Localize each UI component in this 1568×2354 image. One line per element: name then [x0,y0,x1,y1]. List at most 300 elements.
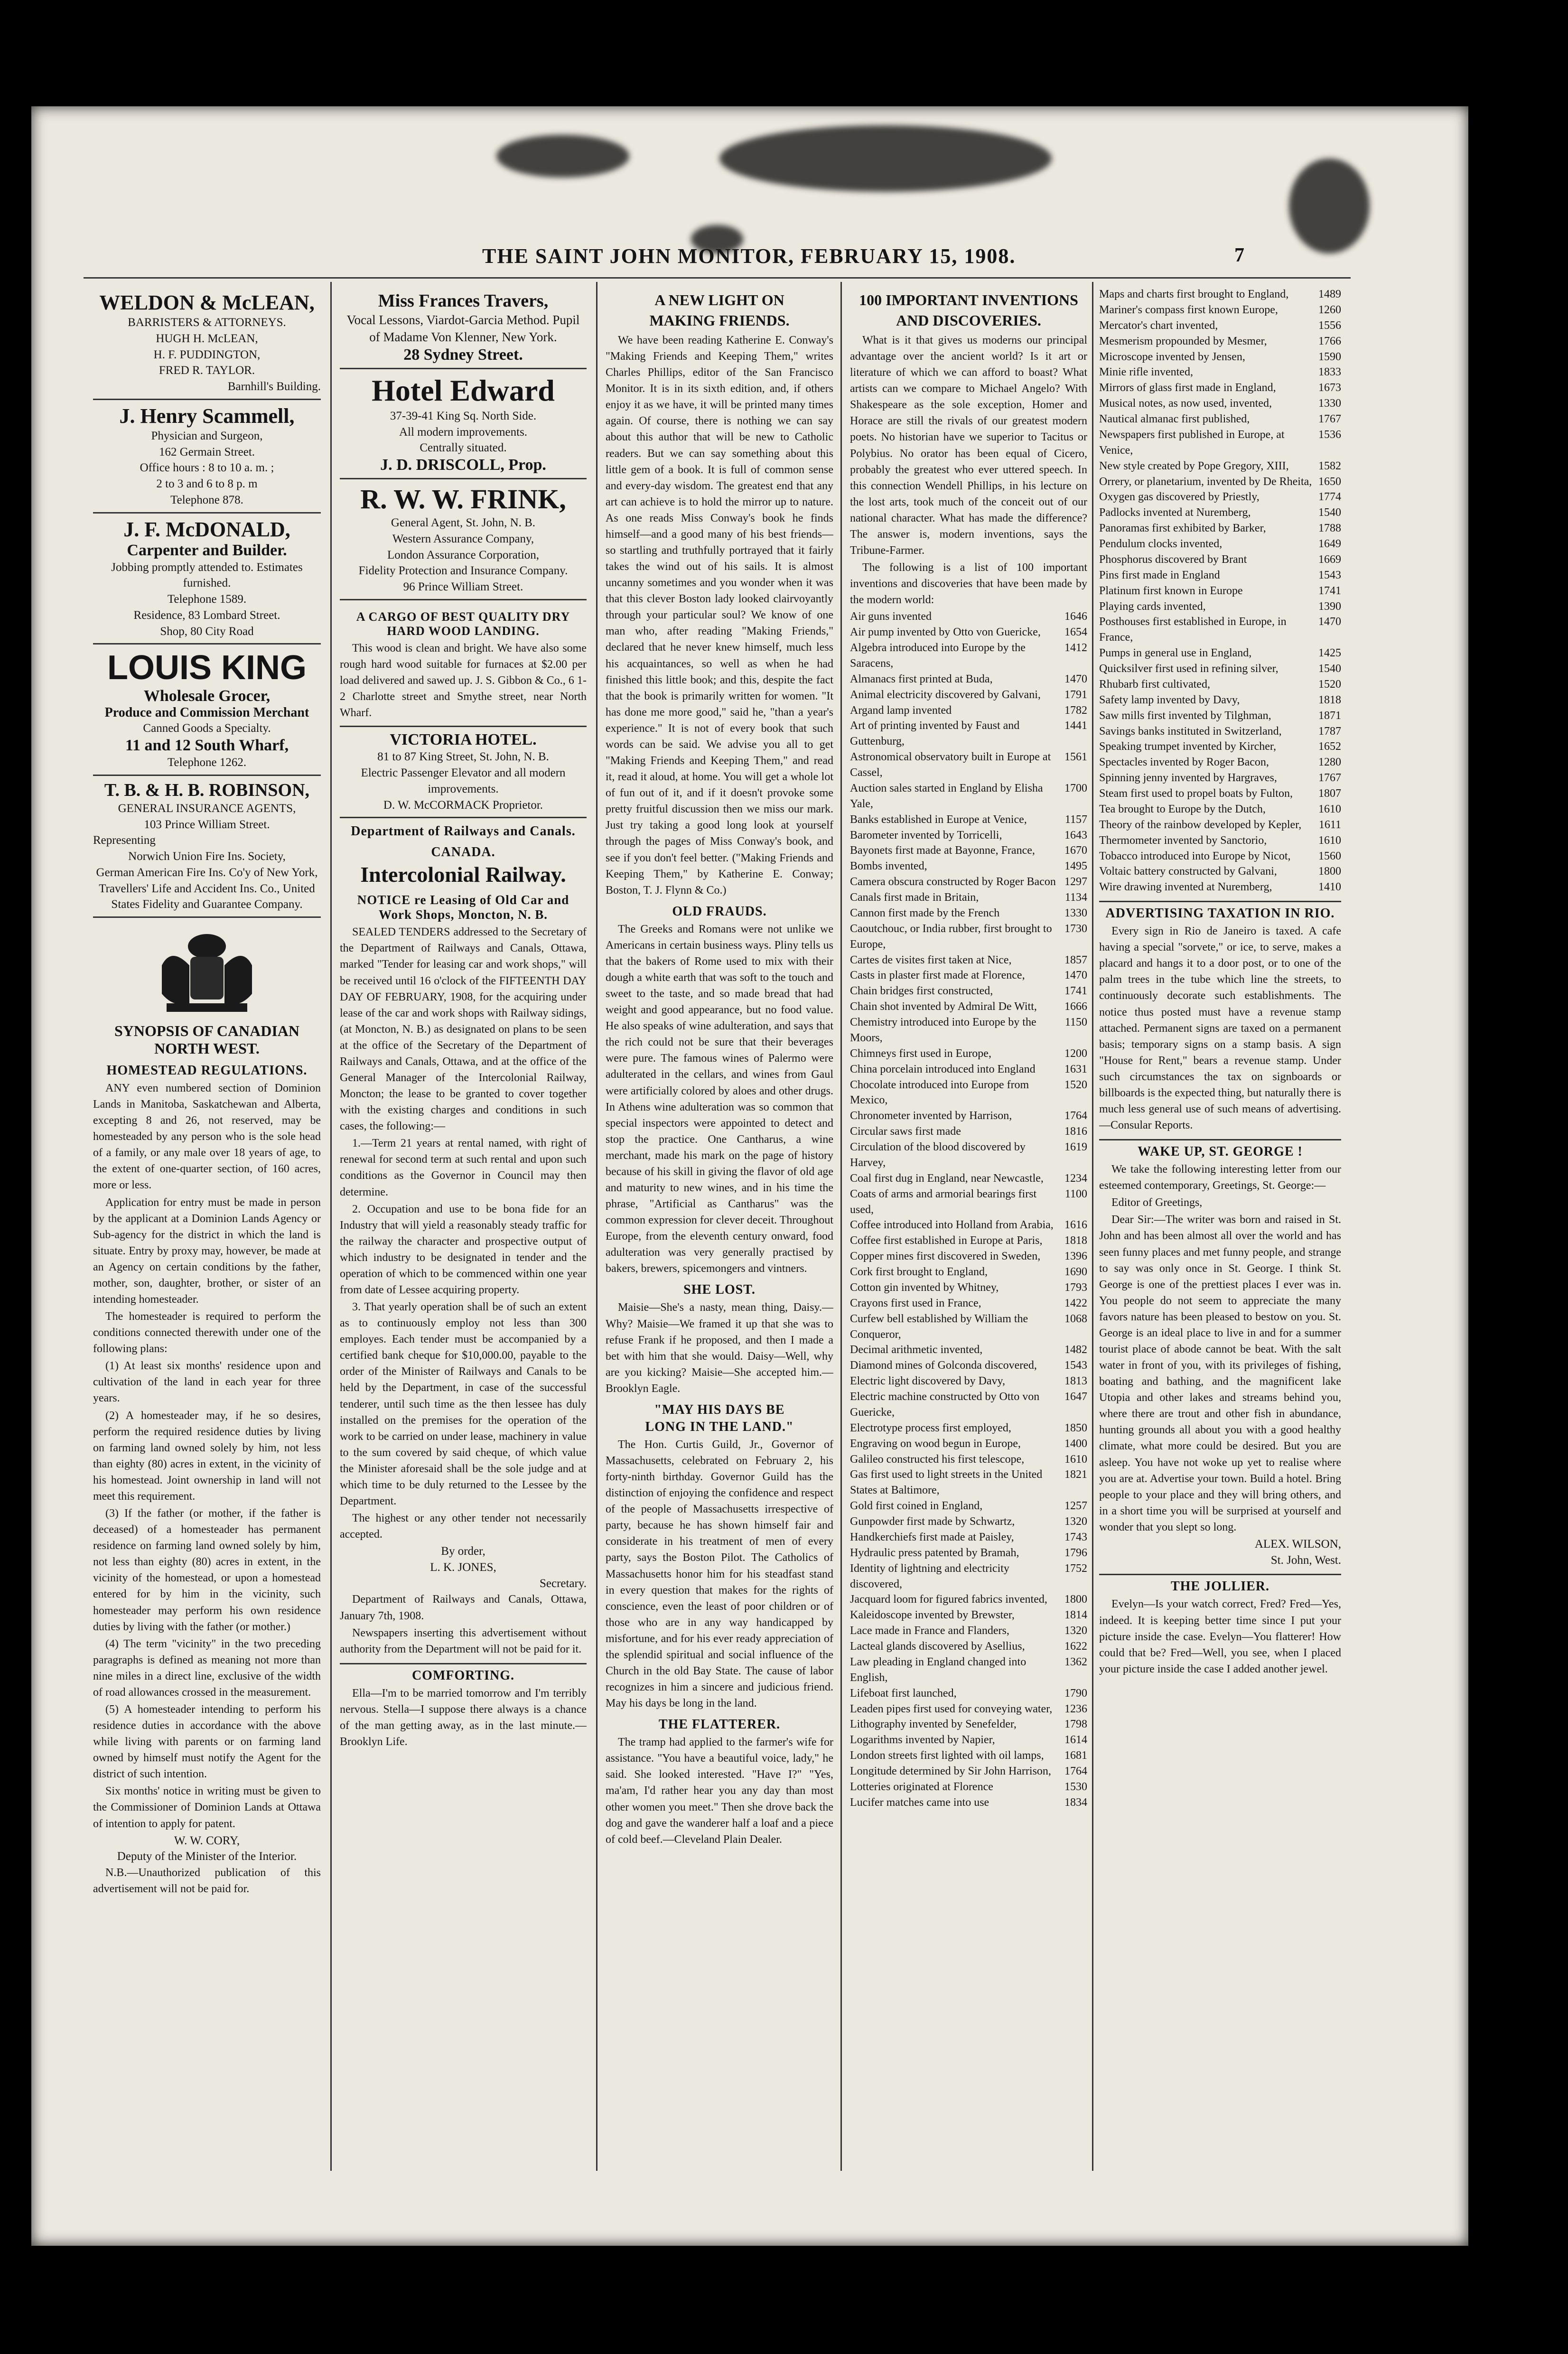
signature: W. W. CORY, [174,1834,240,1847]
ad-title: R. W. W. FRINK, [360,484,566,515]
invention-year: 1647 [1064,1391,1087,1403]
invention-year: 1654 [1064,626,1087,639]
invention-year: 1297 [1064,876,1087,888]
ad-line: FRED R. TAYLOR. [159,364,255,377]
ad-weldon-mclean [93,287,321,400]
invention-item [1099,380,1341,396]
comforting-title: COMFORTING. [340,1663,587,1683]
invention-name: Chimneys first used in Europe, [850,1047,991,1060]
invention-year: 1774 [1318,491,1341,504]
invention-year: 1100 [1064,1187,1087,1200]
coat-of-arms-icon [152,927,261,1018]
synopsis-title: SYNOPSIS OF CANADIAN NORTH WEST. [114,1022,299,1057]
invention-name: Musical notes, as now used, invented, [1099,397,1272,410]
ad-line: Travellers' Life and Accident Ins. Co., United States Fidelity and Guarantee Company. [99,882,315,911]
invention-name: Oxygen gas discovered by Priestly, [1099,491,1260,504]
invention-year: 1700 [1064,782,1087,794]
invention-year: 1530 [1064,1780,1087,1793]
invention-item [1099,349,1341,365]
invention-year: 1673 [1318,382,1341,394]
synopsis-paragraph: (5) A homesteader intending to perform his residence duties in accordance with the above while living with parents or on farming land owned by himself must notify the Agent for the district of such intention. [93,1703,321,1781]
invention-item [850,1795,1087,1811]
invention-year: 1670 [1064,844,1087,857]
invention-item [850,1108,1087,1124]
invention-year: 1320 [1064,1515,1087,1528]
invention-year: 1616 [1064,1219,1087,1232]
invention-item [1099,411,1341,427]
invention-item [850,781,1087,812]
railway-country: CANADA. [431,845,495,860]
column-rule [596,282,597,2171]
days-title: "MAY HIS DAYS BE [654,1402,785,1417]
invention-name: Maps and charts first brought to England, [1099,288,1289,300]
invention-name: Barometer invented by Torricelli, [850,829,1002,841]
invention-item [850,1701,1087,1717]
ad-text: This wood is clean and bright. We have also some rough hard wood suitable for furnaces at $2.00 per load delivered and sawed up. J. S. Gibbon & Co., 6 1-2 Charlotte street and Smythe street, near North Wharf. [340,642,587,719]
invention-name: Electric machine constructed by Otto von Guericke, [850,1391,1040,1419]
invention-name: Coal first dug in England, near Newcastle, [850,1172,1044,1185]
invention-year: 1650 [1318,475,1341,488]
invention-name: Mariner's compass first known Europe, [1099,303,1278,316]
masthead-title: THE SAINT JOHN MONITOR, FEBRUARY 15, 1908. [482,244,1016,268]
invention-item [850,1514,1087,1530]
invention-item [1099,364,1341,380]
invention-year: 1520 [1064,1078,1087,1091]
ad-title: Hotel Edward [372,373,555,407]
ad-line: HUGH H. McLEAN, [156,332,258,345]
invention-name: Minie rifle invented, [1099,366,1193,379]
invention-item [850,625,1087,640]
invention-year: 1470 [1318,616,1341,628]
invention-name: Panoramas first exhibited by Barker, [1099,522,1266,535]
invention-name: Safety lamp invented by Davy, [1099,693,1240,706]
invention-year: 1257 [1064,1500,1087,1513]
column-4 [850,287,1087,2189]
invention-name: Steam first used to propel boats by Fulton, [1099,787,1293,800]
invention-name: Engraving on wood begun in Europe, [850,1437,1021,1450]
invention-item [1099,396,1341,411]
ad-line: Representing [93,834,156,847]
invention-name: China porcelain introduced into England [850,1063,1036,1075]
invention-name: Spinning jenny invented by Hargraves, [1099,772,1277,785]
lost-text: Maisie—She's a nasty, mean thing, Daisy.—Why? Maisie—We framed it up that she was to refuse Frank if he proposed, and then I made a bet with him that she would. Daisy—Well, why are you kicking? Maisie—She accepted him.—Brooklyn Eagle. [606,1301,833,1395]
invention-year: 1150 [1064,1016,1087,1029]
invention-name: Pumps in general use in England, [1099,647,1252,660]
inventions-intro: What is it that gives us moderns our principal advantage over the ancient world? Is it art or literature of which we can afford to boast? What artists can we compare to Michael Angelo? With Shakespeare as the sole exception, Homer and Horace are still the rivals of our greatest modern poets. No historian have we superior to Tacitus or Polybius. No orator has been equal of Cicero, probably the greatest who ever uttered speech. In this connection Wendell Phillips, in his lecture on the lost arts, took much of the conceit out of our national character. What has made the difference? The answer is, modern inventions, says the Tribune-Farmer. [850,334,1087,557]
invention-name: Bombs invented, [850,860,927,873]
invention-item [1099,755,1341,770]
comforting-text: Ella—I'm to be married tomorrow and I'm terribly nervous. Stella—I suppose there always is a chance of the man getting away, as in the last minute.—Brooklyn Life. [340,1687,587,1748]
invention-item [850,906,1087,921]
invention-name: Coffee introduced into Holland from Arabia, [850,1219,1054,1232]
invention-year: 1330 [1318,397,1341,410]
invention-year: 1743 [1064,1531,1087,1543]
column-rule [1092,282,1093,2171]
ad-hotel-edward [340,369,587,479]
signature: Deputy of the Minister of the Interior. [117,1850,297,1863]
column-rule [330,282,332,2171]
invention-year: 1652 [1318,740,1341,753]
header-rule [84,277,1351,279]
ad-line: German American Fire Ins. Co'y of New York, [96,866,318,879]
page-number: 7 [1234,244,1244,266]
invention-year: 1649 [1318,538,1341,550]
signature: ALEX. WILSON, [1254,1537,1341,1551]
ad-travers [340,287,587,369]
invention-item [850,1358,1087,1373]
invention-year: 1611 [1318,818,1341,831]
ink-stain [1289,159,1370,253]
invention-name: Pendulum clocks invented, [1099,538,1223,550]
invention-name: Copper mines first discovered in Sweden, [850,1250,1041,1263]
ad-line: All modern improvements. [399,425,528,439]
signature: Secretary. [539,1577,587,1590]
invention-name: Lithography invented by Senefelder, [850,1718,1017,1731]
ad-line: Shop, 80 City Road [160,625,254,638]
invention-item [1099,833,1341,849]
invention-name: Tea brought to Europe by the Dutch, [1099,803,1266,815]
invention-name: Kaleidoscope invented by Brewster, [850,1609,1015,1622]
invention-name: Quicksilver first used in refining silver, [1099,663,1279,675]
invention-item [850,1264,1087,1280]
ad-cargo [340,600,587,727]
invention-name: Camera obscura constructed by Roger Bacon [850,876,1056,888]
invention-year: 1134 [1064,891,1087,904]
invention-item [850,672,1087,687]
invention-year: 1767 [1318,772,1341,785]
synopsis-paragraph: Six months' notice in writing must be given to the Commissioner of Dominion Lands at Ottawa of intention to apply for patent. [93,1785,321,1830]
invention-year: 1622 [1064,1640,1087,1653]
invention-item [850,687,1087,703]
invention-name: Spectacles invented by Roger Bacon, [1099,756,1269,769]
invention-year: 1470 [1064,673,1087,685]
invention-name: Pins first made in England [1099,569,1220,581]
ad-line: Telephone 1589. [167,593,247,606]
invention-item [850,1779,1087,1795]
invention-name: Platinum first known in Europe [1099,584,1243,597]
ad-line: 81 to 87 King Street, St. John, N. B. [377,750,549,764]
ad-line: GENERAL INSURANCE AGENTS, [118,802,296,815]
invention-item [850,703,1087,719]
invention-name: Handkerchiefs first made at Paisley, [850,1531,1014,1543]
invention-year: 1536 [1318,428,1341,441]
invention-item [850,1217,1087,1233]
taxation-text: Every sign in Rio de Janeiro is taxed. A cafe having a special "sorvete," or ice, to serve, makes a placard and hangs it to a door post, or to one of the palm trees in the tube which line the streets, to continuously decorate such establishments. The notice thus posted must have a revenue stamp attached. Permanent signs are taxed on a permanent basis; temporary signs on a stamp basis. A sign "House for Rent," bears a revenue stamp. Under such circumstances the tax on signboards or billboards is the expected thing, but naturally there is much less general use of such means of advertising.—Consular Reports. [1099,925,1341,1132]
invention-item [1099,879,1341,895]
synopsis-paragraph: (2) A homesteader may, if he so desires, perform the required residence duties by living on farming land owned solely by him, not less than eighty (80) acres in extent, in the vicinity of his homestead. Joint ownership in land will not meet this requirement. [93,1409,321,1503]
invention-year: 1410 [1318,881,1341,894]
ad-line: H. F. PUDDINGTON, [153,348,261,361]
invention-item [850,1420,1087,1436]
ad-line: 103 Prince William Street. [144,818,270,831]
invention-name: Lace made in France and Flanders, [850,1625,1009,1637]
ad-title: LOUIS KING [107,649,307,687]
days-text: The Hon. Curtis Guild, Jr., Governor of Massachusetts, celebrated on February 2, his forty-ninth birthday. Governor Guild has the distinction of enjoying the confidence and respect of the people of Massachusetts irrespective of party, because he has shown himself fair and considerate in his treatment of men of every party, says the Boston Pilot. The Catholics of Massachusetts honor him for his steadfast stand in every question that makes for the rights of conscience, even the least of poor children or of those who are in any way handicapped by misfortune, and for his ever ready appreciation of the splendid spiritual and social influence of the Church in the old Bay State. The cause of labor recognizes in him a sincere and judicious friend. May his days be long in the land. [606,1438,833,1710]
ad-victoria-hotel [340,727,587,818]
invention-item [1099,786,1341,802]
ink-stain [719,125,1052,192]
ad-robinson [93,776,321,918]
invention-name: Cotton gin invented by Whitney, [850,1281,999,1294]
invention-name: Savings banks instituted in Switzerland, [1099,725,1282,738]
invention-item [1099,677,1341,692]
invention-year: 1741 [1064,985,1087,998]
ad-line: Carpenter and Builder. [127,541,287,559]
invention-item [850,1545,1087,1561]
days-title-2: LONG IN THE LAND." [645,1419,794,1434]
invention-item [1099,802,1341,817]
ad-mcdonald [93,514,321,645]
invention-year: 1690 [1064,1266,1087,1279]
invention-year: 1425 [1318,647,1341,660]
invention-name: Air pump invented by Otto von Guericke, [850,626,1041,639]
invention-name: Electric light discovered by Davy, [850,1375,1005,1388]
railway-paragraph: Newspapers inserting this advertisement without authority from the Department will not be paid for it. [340,1626,587,1655]
ad-title: J. Henry Scammell, [119,404,295,428]
ad-frink [340,479,587,600]
ad-line: BARRISTERS & ATTORNEYS. [128,316,286,329]
invention-name: Chain shot invented by Admiral De Witt, [850,1000,1037,1013]
invention-name: Almanacs first printed at Buda, [850,673,993,685]
invention-year: 1543 [1318,569,1341,581]
invention-name: Logarithms invented by Napier, [850,1734,995,1747]
invention-name: Voltaic battery constructed by Galvani, [1099,865,1277,878]
inventions-list [850,609,1087,1810]
invention-item [1099,739,1341,755]
invention-item [850,1389,1087,1420]
invention-name: Caoutchouc, or India rubber, first brought to Europe, [850,922,1052,951]
column-2 [340,287,587,2189]
invention-name: Nautical almanac first published, [1099,413,1250,425]
invention-year: 1320 [1064,1625,1087,1637]
invention-name: Cannon first made by the French [850,906,1000,919]
invention-item [850,609,1087,625]
invention-name: Animal electricity discovered by Galvani, [850,688,1041,701]
invention-year: 1157 [1064,813,1087,826]
invention-item [850,921,1087,953]
ad-line: Residence, 83 Lombard Street. [133,608,280,622]
invention-name: Bayonets first made at Bayonne, France, [850,844,1035,857]
invention-item [1099,334,1341,349]
invention-year: 1390 [1318,600,1341,613]
george-title: WAKE UP, ST. GEORGE ! [1099,1139,1341,1159]
invention-year: 1582 [1318,459,1341,472]
ad-line: Jobbing promptly attended to. Estimates furnished. [111,560,303,590]
invention-name: Phosphorus discovered by Brant [1099,553,1247,566]
invention-item [1099,287,1341,302]
invention-name: New style created by Pope Gregory, XIII, [1099,459,1289,472]
invention-year: 1610 [1318,803,1341,815]
column-rule [840,282,842,2171]
invention-name: Padlocks invented at Nuremberg, [1099,506,1251,519]
friends-title-2: MAKING FRIENDS. [649,312,790,329]
invention-name: Coats of arms and armorial bearings first used, [850,1187,1037,1216]
newspaper-page [31,106,1468,2246]
invention-year: 1752 [1064,1562,1087,1575]
invention-year: 1813 [1064,1375,1087,1388]
ad-line: Physician and Surgeon, [151,429,263,442]
railway-paragraph: Department of Railways and Canals, Ottawa, January 7th, 1908. [340,1593,587,1622]
invention-year: 1234 [1064,1172,1087,1185]
page-header [31,244,1468,272]
invention-name: Cartes de visites first taken at Nice, [850,953,1012,966]
invention-year: 1767 [1318,413,1341,425]
invention-item [850,1046,1087,1062]
synopsis-paragraph: (1) At least six months' residence upon and cultivation of the land in each year for three years. [93,1360,321,1405]
invention-name: Algebra introduced into Europe by the Saracens, [850,642,1026,670]
invention-year: 1643 [1064,829,1087,841]
invention-year: 1631 [1064,1063,1087,1075]
george-text: Dear Sir:—The writer was born and raised in St. John and has been almost all over the world and has seen funny places and met funny people, and strange to say was only once in St. George. I think St. George is one of the prettiest places I ever was in. You people do not seem to appreciate the many favors nature has been pleased to bestow on you. St. George is an ideal place to live in and for a summer tourist place of abode cannot be beat. With the salt water in front of you, with its privileges of fishing, boating and bathing, and the magnificent lake Utopia and other lakes and streams behind you, where there are trout and other fish in abundance, hunting grounds all about you with a good healthy climate, what more could be desired. But you are asleep. You have not woke up yet to realise where you are at. Advertise your town. Build a hotel. Bring people to your place and they will bring others, and in a short time you will be surprised at yourself and wonder that you slept so long. [1099,1214,1341,1533]
invention-item [1099,708,1341,724]
inventions-list [1099,287,1341,895]
ad-line: 96 Prince William Street. [403,580,523,594]
flatterer-title: THE FLATTERER. [658,1717,781,1732]
invention-name: Chronometer invented by Harrison, [850,1110,1012,1122]
invention-year: 1850 [1064,1421,1087,1434]
railway-paragraph: 3. That yearly operation shall be of such an extent as to continuously employ not less than 300 employes. Each tender must be accompanied by a certified bank cheque for $10,000.00, payable to the order of the Minister of Railways and Canals to be held by the Department, in case of the successful tenderer, until such time as the then lessee has duly installed on the premises for the operation of the work to be carried on under lease, machinery in value to the sum covered by said cheque, of which value the Minister aforesaid shall be the sole judge and at which time to be duly returned to the Lessee by the Department. [340,1301,587,1507]
ad-title: J. F. McDONALD, [123,517,290,541]
invention-name: Playing cards invented, [1099,600,1206,613]
invention-item [1099,614,1341,645]
invention-item [850,1639,1087,1654]
invention-year: 1834 [1064,1796,1087,1809]
invention-name: Astronomical observatory built in Europe at Cassel, [850,751,1051,779]
invention-year: 1666 [1064,1000,1087,1013]
invention-name: Chain bridges first constructed, [850,985,993,998]
invention-item [850,718,1087,749]
invention-name: Identity of lightning and electricity discovered, [850,1562,1009,1590]
invention-item [850,968,1087,983]
invention-name: Gold first coined in England, [850,1500,983,1513]
ad-title: WELDON & McLEAN, [99,291,315,314]
invention-year: 1871 [1318,709,1341,722]
invention-name: Gas first used to light streets in the United States at Baltimore, [850,1468,1043,1497]
invention-name: Chocolate introduced into Europe from Mexico, [850,1078,1029,1107]
invention-item [850,1607,1087,1623]
inventions-title: 100 IMPORTANT INVENTIONS [859,291,1078,308]
invention-item [850,749,1087,781]
invention-name: Curfew bell established by William the Conqueror, [850,1312,1028,1341]
invention-name: Newspapers first published in Europe, at Venice, [1099,428,1285,457]
invention-name: London streets first lighted with oil lamps, [850,1749,1044,1762]
invention-item [1099,568,1341,583]
invention-item [850,1311,1087,1343]
ad-line: Fidelity Protection and Insurance Company. [358,564,568,578]
invention-year: 1816 [1064,1125,1087,1138]
invention-year: 1200 [1064,1047,1087,1060]
invention-year: 1489 [1318,288,1341,300]
ad-line: London Assurance Corporation, [387,548,540,561]
invention-name: Tobacco introduced into Europe by Nicot, [1099,850,1291,862]
invention-name: Thermometer invented by Sanctorio, [1099,834,1267,847]
ad-line: 162 Germain Street. [159,445,255,458]
invention-year: 1730 [1064,922,1087,935]
invention-item [850,1764,1087,1779]
invention-year: 1561 [1064,751,1087,764]
george-intro: We take the following interesting letter from our esteemed contemporary, Greetings, St. George:— [1099,1163,1341,1192]
invention-item [850,1452,1087,1467]
jollier-text: Evelyn—Is your watch correct, Fred? Fred—Yes, indeed. It is keeping better time since I put your picture inside the case. Evelyn—You flatterer! How could that be? Fred—Well, you see, when I placed your picture inside the case I added another jewel. [1099,1598,1341,1675]
ad-line: Western Assurance Company, [392,532,534,545]
invention-year: 1619 [1064,1141,1087,1154]
invention-item [850,1124,1087,1140]
invention-year: 1412 [1064,642,1087,654]
railway-paragraph: The highest or any other tender not necessarily accepted. [340,1512,587,1541]
invention-year: 1821 [1064,1468,1087,1481]
invention-year: 1791 [1064,688,1087,701]
invention-item [850,1186,1087,1218]
invention-year: 1610 [1318,834,1341,847]
invention-year: 1540 [1318,506,1341,519]
invention-year: 1495 [1064,860,1087,873]
ad-line: J. D. DRISCOLL, Prop. [380,456,546,474]
invention-year: 1741 [1318,584,1341,597]
ad-line: Norwich Union Fire Ins. Society, [128,850,286,863]
column-3 [606,287,833,2189]
ad-line: D. W. McCORMACK Proprietor. [383,798,543,812]
invention-item [1099,552,1341,568]
invention-year: 1766 [1318,335,1341,347]
invention-name: Gunpowder first made by Schwartz, [850,1515,1015,1528]
invention-name: Casts in plaster first made at Florence, [850,969,1025,982]
invention-item [850,1062,1087,1077]
inventions-title-2: AND DISCOVERIES. [896,312,1041,329]
invention-year: 1540 [1318,663,1341,675]
railway-paragraph: SEALED TENDERS addressed to the Secretary of the Department of Railways and Canals, Ottawa, marked "Tender for leasing car and work shops," will be received until 16 o'clock of the FIFTEENTH DAY DAY OF FEBRUARY, 1908, for the acquiring under lease of the car and work shops with Railway sidings, (at Moncton, N. B.) as designated on plans to be seen at the office of the Secretary of the Department of Railways and Canals, Ottawa, and at the office of the General Manager of the Intercolonial Railway, Moncton; the lease to be granted to cover together with the existing charges and conditions in such cases, the following:— [340,926,587,1133]
invention-item [850,1561,1087,1592]
synopsis-paragraph: (3) If the father (or mother, if the father is deceased) of a homesteader has permanent residence on farming land owned solely by him, not less than eighty (80) acres in extent, in the vicinity of the homestead, or upon a homestead entered for by him in the vicinity, such homesteader may perform his own residence duties by living with the father (or mother.) [93,1507,321,1633]
invention-item [850,1249,1087,1264]
invention-name: Circular saws first made [850,1125,961,1138]
invention-item [1099,474,1341,490]
ad-line: 2 to 3 and 6 to 8 p. m [156,477,258,490]
invention-item [850,1233,1087,1249]
invention-year: 1818 [1318,693,1341,706]
invention-item [850,874,1087,890]
invention-item [1099,505,1341,521]
ad-line: Barnhill's Building. [227,380,321,393]
signature: L. K. JONES, [430,1560,496,1574]
invention-name: Rhubarb first cultivated, [1099,678,1210,691]
railway-paragraph: 2. Occupation and use to be bona fide for an Industry that will yield a reasonably steady traffic for the railway the character and prospective output of which industry to be designated in tender and the operation of which to be commenced within one year from date of Lessee acquiring property. [340,1203,587,1296]
ad-line: 11 and 12 South Wharf, [125,737,289,754]
invention-name: Banks established in Europe at Venice, [850,813,1027,826]
ad-scammell [93,400,321,514]
invention-item [1099,318,1341,334]
friends-title: A NEW LIGHT ON [654,291,784,308]
jollier-title: THE JOLLIER. [1099,1574,1341,1594]
ad-line: Centrally situated. [420,441,507,455]
railway-notice-title: NOTICE re Leasing of Old Car and Work Shops, Moncton, N. B. [357,893,569,922]
railway-dept: Department of Railways and Canals. [351,824,576,839]
invention-item [850,1717,1087,1732]
invention-year: 1669 [1318,553,1341,566]
synopsis-paragraph: The homesteader is required to perform the conditions connected therewith under one of the following plans: [93,1310,321,1355]
invention-item [850,983,1087,999]
invention-year: 1814 [1064,1609,1087,1622]
invention-item [850,640,1087,672]
ad-title: Miss Frances Travers, [378,291,549,311]
invention-year: 1400 [1064,1437,1087,1450]
invention-item [850,1654,1087,1686]
invention-name: Posthouses first established in Europe, in France, [1099,616,1287,644]
invention-year: 1543 [1064,1359,1087,1372]
invention-year: 1798 [1064,1718,1087,1731]
invention-item [1099,661,1341,677]
invention-name: Coffee first established in Europe at Paris, [850,1234,1043,1247]
invention-name: Jacquard loom for figured fabrics invented, [850,1593,1047,1606]
